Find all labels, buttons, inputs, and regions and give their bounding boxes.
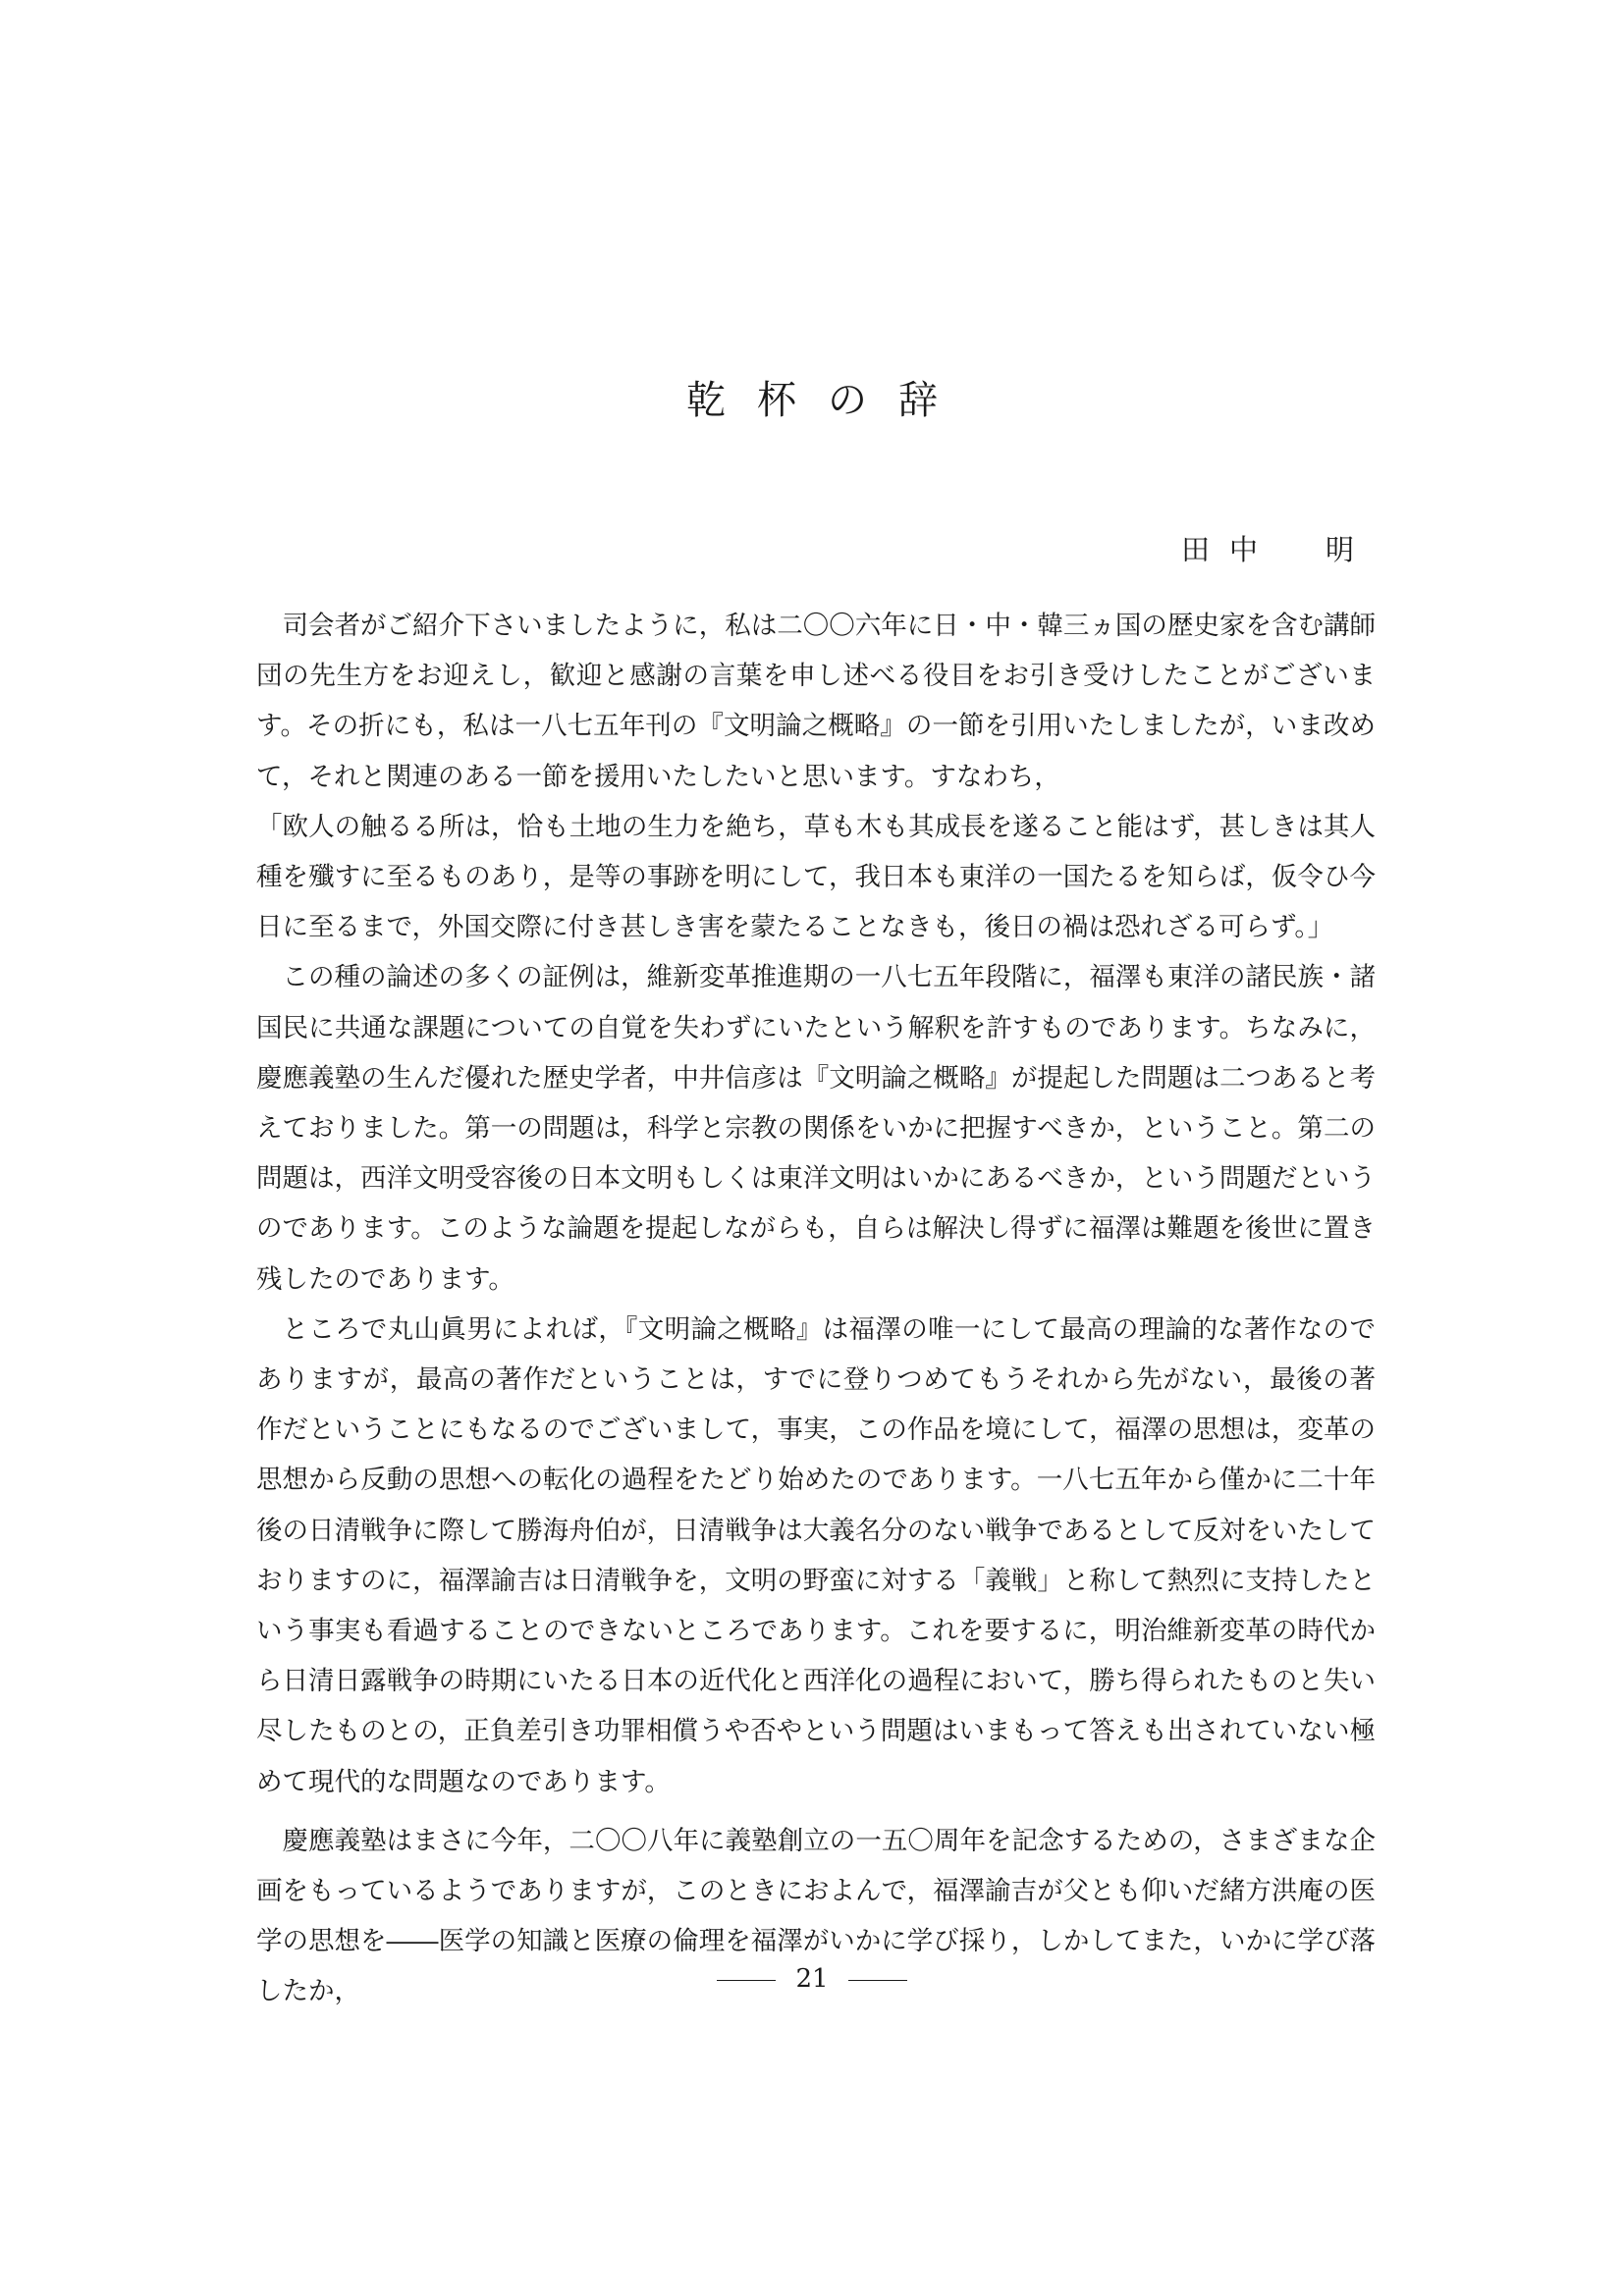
page-number-footer [0,1961,1624,1997]
page-title: 乾杯の辞 [686,378,969,423]
paragraph: ところで丸山眞男によれば，『文明論之概略』は福澤の唯一にして最高の理論的な著作なのでありますが，最高の著作だということは，すでに登りつめてもうそれから先がない，最後の著作だということにもなるのでございまして，事実，この作品を境にして，福澤の思想は，変革の思想から反動の思想への転化の過程をたどり始めたのであります。一八七五年から僅かに二十年後の日清戦争に際して勝海舟伯が，日清戦争は大義名分のない戦争であるとして反対をいたしておりますのに，福澤諭吉は日清戦争を，文明の野蛮に対する「義戦」と称して熱烈に支持したという事実も看過することのできないところであります。これを要するに，明治維新変革の時代から日清日露戦争の時期にいたる日本の近代化と西洋化の過程において，勝ち得られたものと失い尽したものとの，正負差引き功罪相償うや否やという問題はいまもって答えも出されていない極めて現代的な問題なのであります。 [256,1313,1376,1797]
right-dash-rule [848,1980,907,1981]
paragraph: 慶應義塾はまさに今年，二〇〇八年に義塾創立の一五〇周年を記念するための，さまざまな企画をもっているようでありますが，このときにおよんで，福澤諭吉が父とも仰いだ緒方洪庵の医学の思想を――医学の知識と医療の倫理を福澤がいかに学び採り，しかしてまた，いかに学び落したか， [256,1825,1376,2007]
body-text [256,601,1376,2017]
left-dash-rule [717,1980,776,1981]
author-name: 田中 明 [1180,533,1374,566]
page-number: 21 [795,1964,829,1994]
quotation-paragraph: 「欧人の触るる所は，恰も土地の生力を絶ち，草も木も其成長を遂ること能はず，甚しきは其人種を殲すに至るものあり，是等の事跡を明にして，我日本も東洋の一国たるを知らば，仮令ひ今日に至るまで，外国交際に付き甚しき害を蒙たることなきも，後日の禍は恐れざる可らず。」 [256,811,1376,943]
paragraph: 司会者がご紹介下さいましたように，私は二〇〇六年に日・中・韓三ヵ国の歴史家を含む講師団の先生方をお迎えし，歓迎と感謝の言葉を申し述べる役目をお引き受けしたことがございます。その折にも，私は一八七五年刊の『文明論之概略』の一節を引用いたしましたが，いま改めて，それと関連のある一節を援用いたしたいと思います。すなわち， [256,611,1376,792]
paragraph: この種の論述の多くの証例は，維新変革推進期の一八七五年段階に，福澤も東洋の諸民族・諸国民に共通な課題についての自覚を失わずにいたという解釈を許すものであります。ちなみに，慶應義塾の生んだ優れた歴史学者，中井信彦は『文明論之概略』が提起した問題は二つあると考えておりました。第一の問題は，科学と宗教の関係をいかに把握すべきか，ということ。第二の問題は，西洋文明受容後の日本文明もしくは東洋文明はいかにあるべきか，という問題だというのであります。このような論題を提起しながらも，自らは解決し得ずに福澤は難題を後世に置き残したのであります。 [256,962,1376,1295]
